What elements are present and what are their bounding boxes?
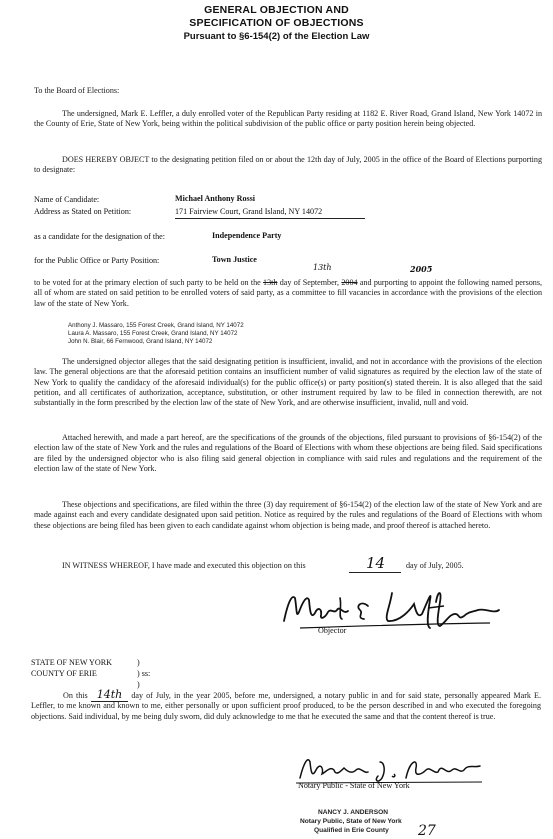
designation-value: Independence Party [212, 231, 282, 240]
witness-text-end: day of July, 2005. [406, 561, 464, 570]
vote-year-struck: 2004 [341, 278, 358, 287]
candidate-name-value: Michael Anthony Rossi [175, 194, 256, 203]
venue-paren-2: ) ss: [137, 669, 151, 678]
witness-day-line [349, 572, 401, 573]
notary-stamp-title: Notary Public, State of New York [300, 818, 402, 825]
objector-signature [280, 588, 500, 633]
venue-state: STATE OF NEW YORK [31, 658, 112, 667]
office-label: for the Public Office or Party Position: [34, 256, 160, 265]
paragraph-attached: Attached herewith, and made a part hereof, are the specifications of the grounds of the objections, filed pursuant to provisions of §6-154(2) of the election law of the state of New York and the rules and regulations of the Board of Elections with whom these objections are being filed. Said specifications are filed by the undersigned objector who is also filing said general objection in compliance with said rules and regulations and the requirement of the election law of the state of New York. [34, 433, 542, 473]
vote-text-start: to be voted for at the primary election of such party to be held on the [34, 278, 261, 287]
paragraph-vote [34, 278, 542, 309]
paragraph-objector: The undersigned, Mark E. Leffler, a duly enrolled voter of the Republican Party residing at 1182 E. River Road, Grand Island, New York 14072 in the County of Erie, State of New York, being within the political subdivision of the public office or party position herein being objected. [34, 109, 542, 129]
notary-text-start: On this [63, 691, 88, 700]
venue-paren-3: ) [137, 680, 140, 689]
candidate-address-value: 171 Fairview Court, Grand Island, NY 14072 [175, 207, 323, 216]
paragraph-notary [31, 690, 541, 722]
handwritten-day-correction: 13th [313, 263, 332, 272]
candidate-address-label: Address as Stated on Petition: [34, 207, 132, 216]
notary-stamp-county: Qualified in Erie County [314, 827, 389, 834]
document-title-line1: GENERAL OBJECTION AND [204, 4, 349, 16]
witness-text-start: IN WITNESS WHEREOF, I have made and executed this objection on this [62, 561, 306, 570]
paragraph-allegation: The undersigned objector alleges that the said designating petition is insufficient, invalid, and not in accordance with the provisions of the election law. The general objections are that the aforesaid petition contains an insufficient number of valid signatures as required by the election law of the state of New York to qualify the candidacy of the aforesaid individual(s) for the public office(s) or party position(s) stated therein. It is also alleged that the said petition, and all certificates of authorization, acceptance, substitution, or other instrument required by law to be filed in connection therewith, are not substantially in the form prescribed by the election law of the state of New York, and are otherwise insufficient, invalid, null and void. [34, 357, 542, 408]
address-underline [175, 218, 365, 219]
handwritten-year-correction: 2005 [410, 264, 433, 274]
document-title-line2: SPECIFICATION OF OBJECTIONS [189, 17, 364, 29]
notary-public-label: Notary Public - State of New York [298, 781, 410, 790]
notary-text-body: day of July, in the year 2005, before me, undersigned, a notary public in and for said state, personally appeared Mark E. Leffler, to me known and known to me, either personally or upon sufficient proof produced, to be the person described in and who executed the foregoing objections. Said individual, by me being duly sworn, did duly acknowledge to me that he executed the same and that the content thereof is true. [31, 691, 541, 721]
witness-day-handwritten: 14 [366, 554, 386, 572]
document-title-line3: Pursuant to §6-154(2) of the Election Law [183, 31, 370, 42]
designation-label: as a candidate for the designation of the: [34, 232, 166, 241]
page-number: 27 [418, 823, 436, 839]
venue-paren-1: ) [137, 658, 140, 667]
venue-county: COUNTY OF ERIE [31, 669, 97, 678]
committee-member: John N. Blair, 66 Fernwood, Grand Island, NY 14072 [68, 338, 213, 345]
vote-day-struck: 13th [263, 278, 278, 287]
salutation: To the Board of Elections: [34, 86, 120, 95]
paragraph-object: DOES HEREBY OBJECT to the designating petition filed on or about the 12th day of July, 2005 in the office of the Board of Elections purporting to designate: [34, 155, 542, 175]
candidate-name-label: Name of Candidate: [34, 195, 100, 204]
vote-text-middle: day of September, [279, 278, 340, 287]
committee-member: Laura A. Massaro, 155 Forest Creek, Grand Island, NY 14072 [68, 330, 238, 337]
vote-text-rest: and purporting to appoint the following named persons, all of whom are stated on said petition to be enrolled voters of said party, as a committee to fill vacancies in accordance with the provisions of the election law of the state of New York. [34, 278, 542, 308]
notary-stamp-name: NANCY J. ANDERSON [318, 809, 388, 816]
committee-member: Anthony J. Massaro, 155 Forest Creek, Grand Island, NY 14072 [68, 322, 244, 329]
objector-label: Objector [318, 626, 347, 635]
notary-day-handwritten: 14th [91, 688, 129, 702]
office-value: Town Justice [212, 255, 257, 264]
paragraph-filed: These objections and specifications, are filed within the three (3) day requirement of §6-154(2) of the election law of the state of New York and are made against each and every candidate designated upon said petition. Notice as required by the rules and regulations of the Board of Elections with whom these objections are being filed has been given to each candidate against whom objection is being made, and proof thereof is attached hereto. [34, 500, 542, 530]
